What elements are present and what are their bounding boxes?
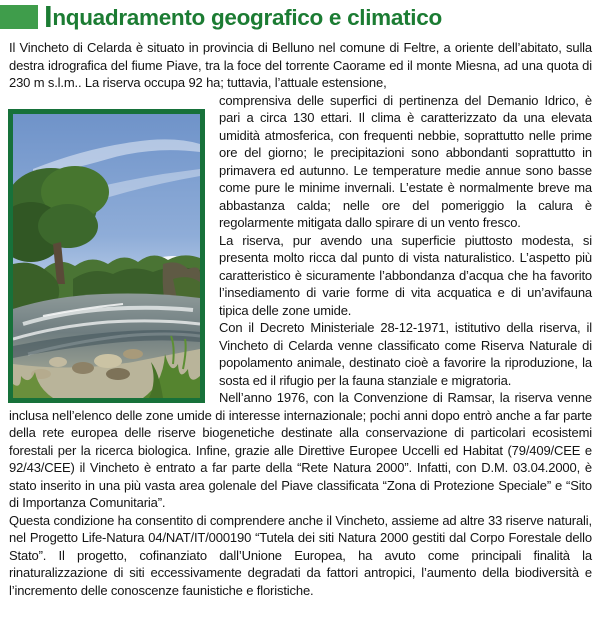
paragraph-intro: Il Vincheto di Celarda è situato in provincia di Belluno nel comune di Feltre, a oriente dell’abitato, sulla destra idrografica del fiume Piave, tra la foce del torrente Caorame ed il monte Miesna, ad una quota di 230 m s.l.m.. La riserva occupa 92 ha; tuttavia, l’attuale estensione, (9, 40, 592, 90)
river-photo (8, 92, 205, 403)
paragraph-life-natura: Questa condizione ha consentito di comprendere anche il Vincheto, assieme ad altre 33 riserve naturali, nel Progetto Life-Natura 04/NAT/IT/000190 “Tutela dei siti Natura 2000 gestiti dal Corpo Forestale dello Stato”. Il progetto, cofinanziato dall’Unione Europea, ha avuto come principali finalità la rinaturalizzazione di siti eccessivamente degradati da fattori antropici, l’aumento della biodiversità e l’incremento delle conoscenze faunistiche e floristiche. (9, 512, 592, 598)
river-photo-image (13, 114, 200, 398)
paragraph-decree: Con il Decreto Ministeriale 28-12-1971, istitutivo della riserva, il Vincheto di Celarda venne classificato come Riserva Naturale di popolamento animale, destinato cioè a favorire la riproduzione, la sosta ed il rifugio per la fauna stanziale e migratoria. (219, 320, 592, 388)
title-text: nquadramento geografico e climatico (52, 5, 442, 30)
green-accent-block (0, 5, 38, 29)
body-text (0, 36, 600, 599)
section-header (0, 0, 600, 36)
title-drop-cap: I (44, 0, 53, 34)
paragraph-ramsar: Nell’anno 1976, con la Convenzione di Ramsar, la riserva venne inclusa nell’elenco delle zone umide di interesse internazionale; pochi anni dopo entrò anche a far parte della rete europea delle riserve biogenetiche destinate alla conservazione di particolari ecosistemi forestali per la ricerca biologica. Infine, grazie alle Direttive Europee Uccelli ed Habitat (79/409/CEE e 92/43/CEE) il Vincheto è entrato a far parte della “Rete Natura 2000”. Infatti, con D.M. 03.04.2000, è stato inserito in una più vasta area golenale del Piave classificata “Zona di Protezione Speciale” e “Sito di Importanza Comunitaria”. (9, 390, 592, 510)
text-wrap-zone (9, 92, 592, 512)
river-photo-frame (8, 109, 205, 403)
paragraph-nature: La riserva, pur avendo una superficie piuttosto modesta, si presenta molto ricca dal punto di vista naturalistico. L’aspetto più caratteristico è sicuramente l’abbondanza d’acqua che ha favorito l’insediamento di varie forme di vita acquatica e di un’avifauna tipica delle zone umide. (219, 232, 592, 318)
page-title (44, 0, 442, 35)
paragraph-climate: comprensiva delle superfici di pertinenza del Demanio Idrico, è pari a circa 130 ettari. Il clima è caratterizzato da una elevata umidità atmosferica, con frequenti nebbie, soprattutto nelle prime ore del giorno; le precipitazioni sono abbondanti soprattutto in primavera ed autunno. Le temperature medie annue sono basse come pure le minime invernali. L’estate è normalmente breve ma abbastanza calda; nelle ore del pomeriggio la calura è regolarmente mitigata dallo spirare di un vento fresco. (219, 92, 592, 230)
